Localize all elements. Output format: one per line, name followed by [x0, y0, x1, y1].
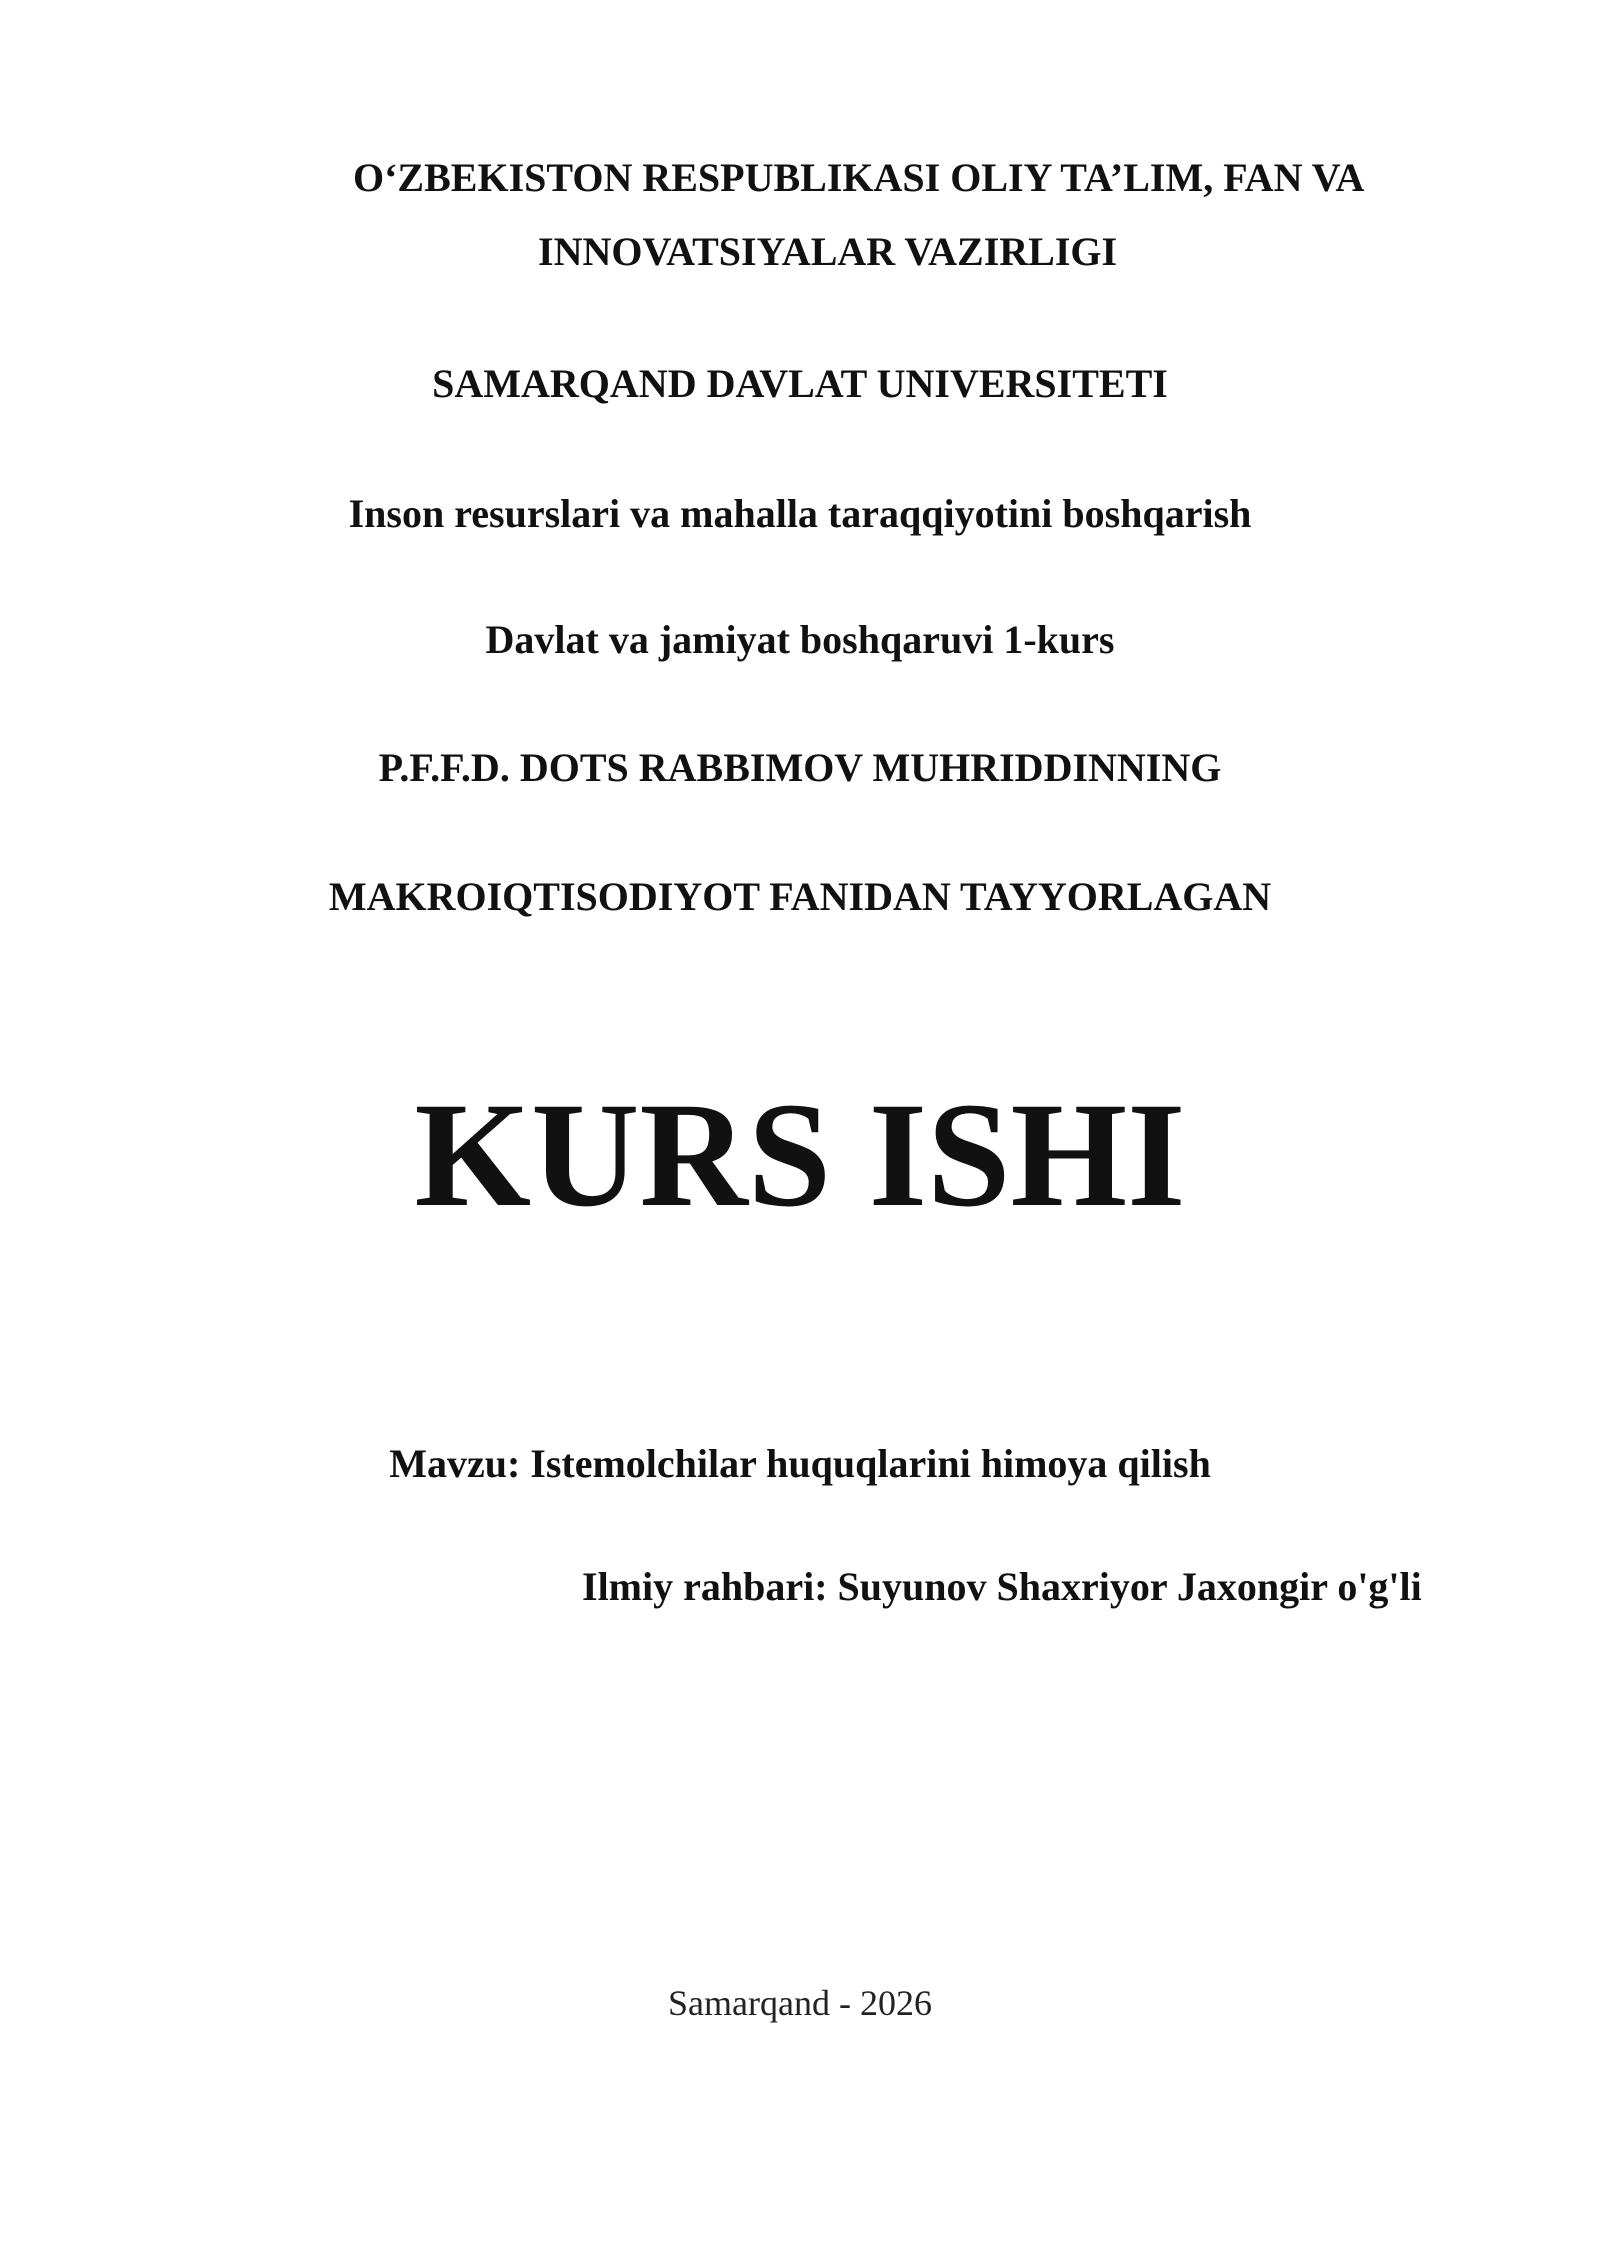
ministry-heading-line-1: O‘ZBEKISTON RESPUBLIKASI OLIY TA’LIM, FAN VA [353, 155, 1365, 200]
faculty-name: Inson resurslari va mahalla taraqqiyotini boshqarish [348, 491, 1252, 536]
ministry-heading-line-2: INNOVATSIYALAR VAZIRLIGI [538, 229, 1118, 274]
city-year: Samarqand - 2026 [668, 1983, 932, 2023]
document-title: KURS ISHI [414, 1072, 1186, 1238]
university-name: SAMARQAND DAVLAT UNIVERSITETI [432, 361, 1168, 406]
teacher-line: P.F.F.D. DOTS RABBIMOV MUHRIDDINNING [378, 745, 1222, 790]
advisor-line: Ilmiy rahbari: Suyunov Shaxriyor Jaxongir o'g'li [582, 1564, 1422, 1609]
subject-line: MAKROIQTISODIYOT FANIDAN TAYYORLAGAN [328, 874, 1272, 919]
course-name: Davlat va jamiyat boshqaruvi 1-kurs [485, 617, 1115, 662]
topic-line: Mavzu: Istemolchilar huquqlarini himoya qilish [389, 1441, 1211, 1486]
